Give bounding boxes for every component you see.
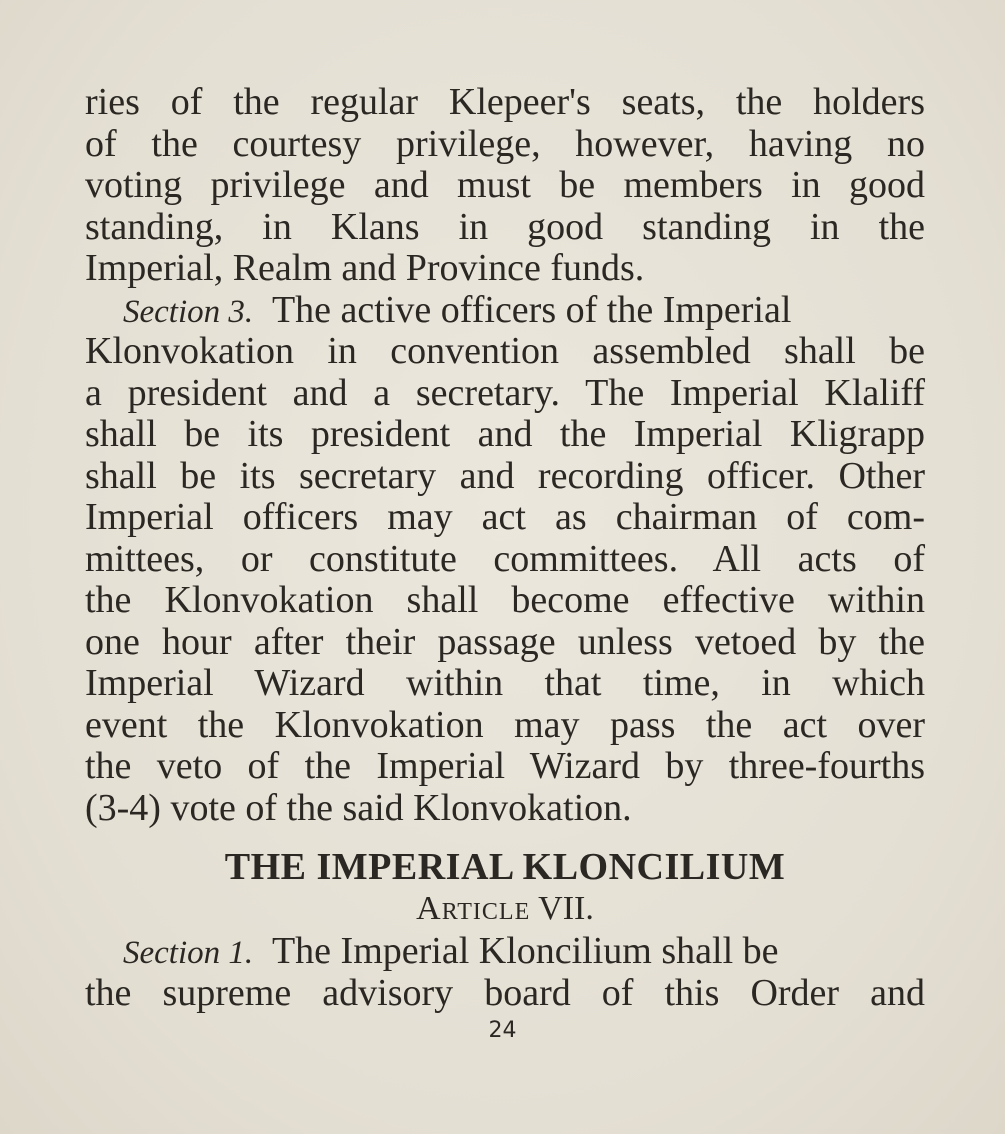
section-3-label: Section 3. (123, 293, 254, 330)
article-word: Article (416, 890, 531, 927)
section-1-first-line (85, 931, 925, 973)
section-1-label: Section 1. (123, 935, 254, 971)
text-line: shall be its president and the Imperial Kligrapp (85, 413, 925, 455)
text-line: a president and a secretary. The Imperial Klaliff (85, 371, 925, 414)
text-line: the veto of the Imperial Wizard by three-fourths (85, 745, 925, 787)
text-line: Imperial, Realm and Province funds. (85, 247, 645, 289)
text-line: the Klonvokation shall become effective within (85, 579, 925, 621)
text-line: event the Klonvokation may pass the act over (85, 703, 925, 746)
text-line: ries of the regular Klepeer's seats, the holders (85, 81, 925, 123)
article-number: VII. (538, 890, 594, 927)
section-1-paragraph (85, 931, 925, 1014)
chapter-heading: THE IMPERIAL KLONCILIUM (224, 846, 786, 888)
text-line: voting privilege and must be members in good (85, 164, 925, 206)
text-line: The Imperial Kloncilium shall be (271, 930, 779, 972)
section-3-first-line (85, 290, 925, 332)
text-line: shall be its secretary and recording officer. Other (85, 454, 925, 497)
text-line: the supreme advisory board of this Order and (85, 971, 925, 1014)
section-3-paragraph (85, 290, 925, 830)
page-number: 24 (488, 1018, 517, 1043)
paragraph-continuation (85, 82, 925, 290)
text-line: Klonvokation in convention assembled shall be (85, 330, 925, 372)
page-text (85, 82, 925, 1014)
text-line: Imperial officers may act as chairman of com- (85, 496, 925, 538)
text-line: (3-4) vote of the said Klonvokation. (85, 786, 632, 829)
text-line: Imperial Wizard within that time, in which (85, 662, 925, 704)
text-line: standing, in Klans in good standing in the (85, 205, 925, 248)
text-line: of the courtesy privilege, however, having no (85, 122, 925, 165)
article-heading (85, 889, 925, 929)
text-line: one hour after their passage unless vetoed by the (85, 620, 925, 663)
text-line: The active officers of the Imperial (271, 288, 792, 331)
text-line: mittees, or constitute committees. All acts of (85, 537, 925, 580)
